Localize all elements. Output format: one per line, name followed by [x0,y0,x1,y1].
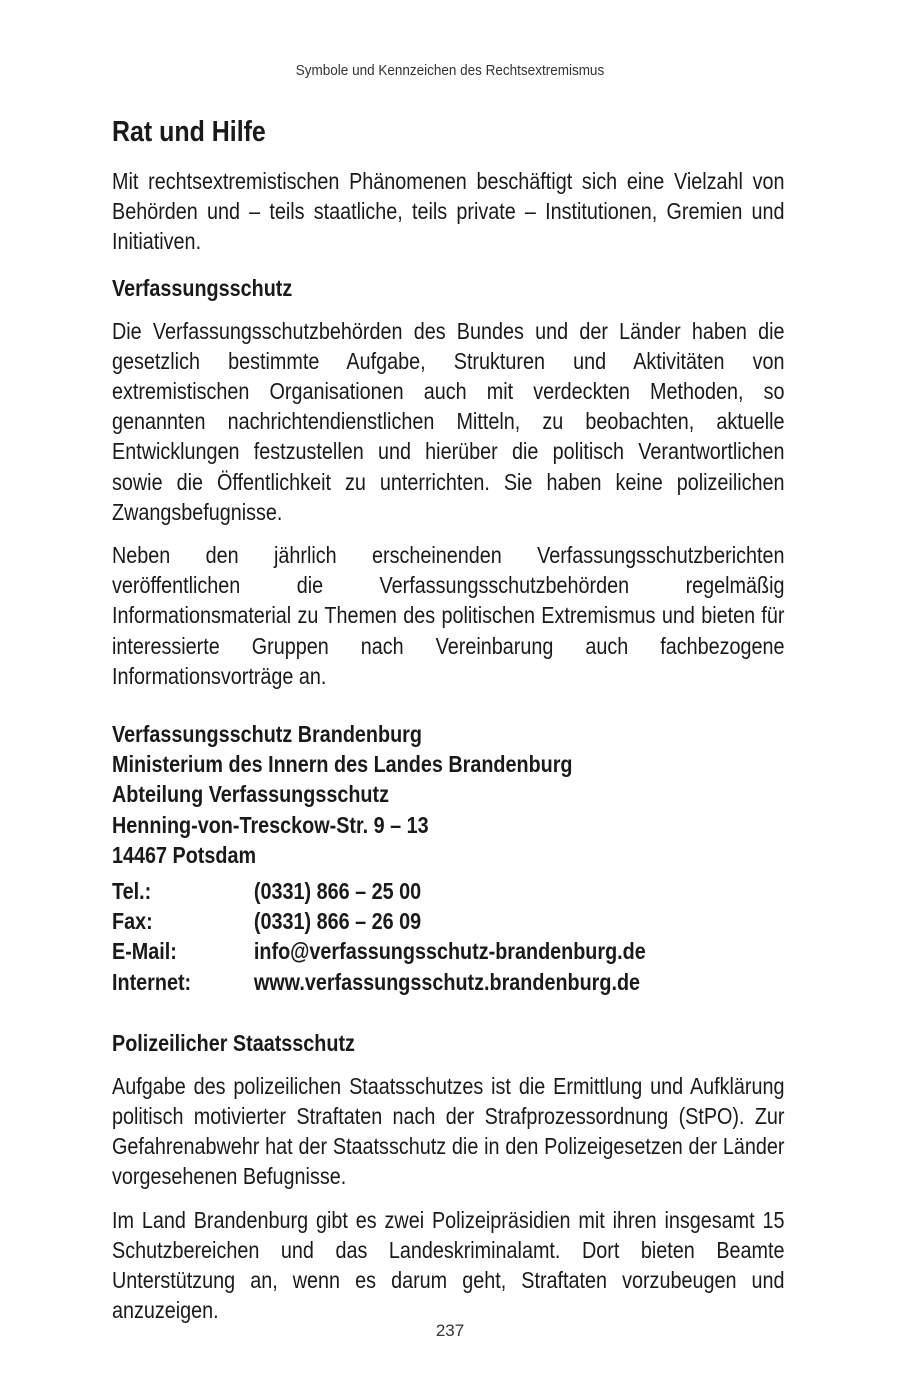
tel-value: (0331) 866 – 25 00 [253,878,422,905]
verfassungsschutz-paragraph-2: Neben den jährlich erscheinenden Verfassungsschutzberichten veröffentlichen die Verfassungsschutzbehörden regelmäßig Informationsmaterial zu Themen des politischen Extremismus und bieten für interessierte Gruppen nach Vereinbarung auch fachbezogene Informationsvorträge an. [112,542,785,689]
page-content [112,112,785,1339]
fax-value: (0331) 866 – 26 09 [253,908,422,935]
staatsschutz-paragraph-2: Im Land Brandenburg gibt es zwei Polizeipräsidien mit ihren insgesamt 15 Schutzbereichen und das Landeskriminalamt. Dort bieten Beamte Unterstützung an, wenn es darum geht, Straftaten vorzubeugen und anzuzeigen. [112,1206,785,1324]
staatsschutz-paragraph-1: Aufgabe des polizeilichen Staatsschutzes ist die Ermittlung und Aufklärung politisch motivierter Straftaten nach der Strafprozessordnung (StPO). Zur Gefahrenabwehr hat der Staatsschutz die in den Polizeigesetzen der Länder vorgesehenen Befugnisse. [112,1072,785,1190]
address-line-department: Abteilung Verfassungsschutz [112,781,389,808]
contact-table [112,876,785,997]
contact-row-tel [112,876,785,906]
address-block [112,719,785,870]
page-title: Rat und Hilfe [112,116,266,148]
internet-value: www.verfassungsschutz.brandenburg.de [253,968,641,995]
email-label: E-Mail: [112,938,177,965]
internet-label: Internet: [112,968,192,995]
email-value: info@verfassungsschutz-brandenburg.de [253,938,646,965]
section-heading-staatsschutz: Polizeilicher Staatsschutz [112,1029,355,1056]
page-number: 237 [435,1321,465,1340]
section-heading-verfassungsschutz: Verfassungsschutz [112,274,293,301]
address-line-ministry: Ministerium des Innern des Landes Brandenburg [112,751,573,778]
address-line-city: 14467 Potsdam [112,841,257,868]
running-header: Symbole und Kennzeichen des Rechtsextremismus [295,62,605,79]
verfassungsschutz-paragraph-1: Die Verfassungsschutzbehörden des Bundes und der Länder haben die gesetzlich bestimmte Aufgabe, Strukturen und Aktivitäten von extremistischen Organisationen auch mit verdeckten Methoden, so genannten nachrichtendienstlichen Mitteln, zu beobachten, aktuelle Entwicklungen festzustellen und hierüber die politisch Verantwortlichen sowie die Öffentlichkeit zu unterrichten. Sie haben keine polizeilichen Zwangsbefugnisse. [112,317,785,525]
intro-paragraph: Mit rechtsextremistischen Phänomenen beschäftigt sich eine Vielzahl von Behörden und – teils staatliche, teils private – Institutionen, Gremien und Initiativen. [112,168,785,255]
contact-row-email [112,936,785,966]
address-line-street: Henning-von-Tresckow-Str. 9 – 13 [112,811,429,838]
fax-label: Fax: [112,908,153,935]
tel-label: Tel.: [112,878,152,905]
text-block [112,112,785,1326]
address-line-org: Verfassungsschutz Brandenburg [112,721,422,748]
contact-row-fax [112,906,785,936]
contact-row-internet [112,967,785,997]
